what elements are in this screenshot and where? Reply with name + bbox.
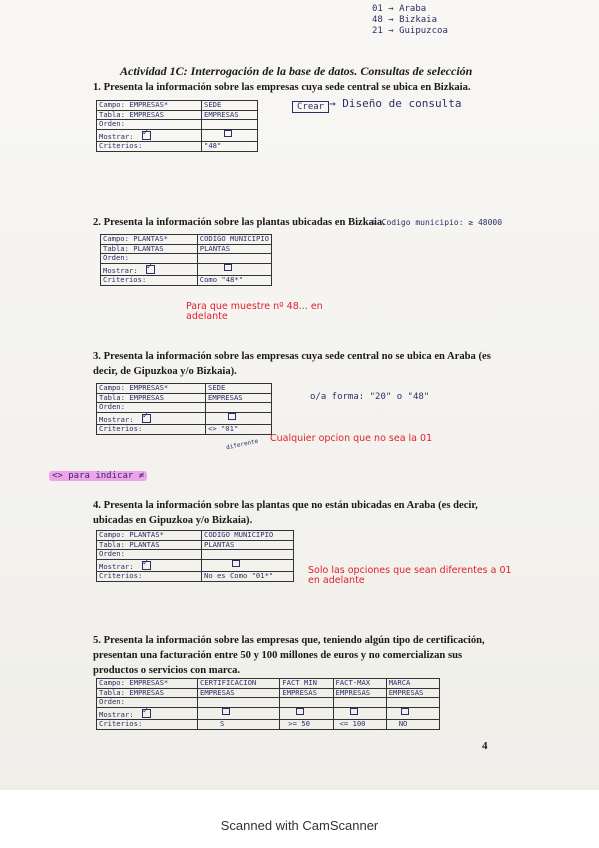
q3-c2-show: [206, 412, 272, 425]
q2-criteria: Criterios:: [101, 276, 198, 286]
q5-c3-table: EMPRESAS: [280, 688, 333, 698]
q3-c2-criteria: <> "01": [206, 425, 272, 435]
q1-c2-show: [202, 129, 258, 142]
note-bizkaia: 48 → Bizkaia: [372, 15, 438, 25]
checkbox-empty-icon: [224, 264, 232, 271]
note-araba: 01 → Araba: [372, 4, 427, 14]
q5-field: Campo: EMPRESAS*: [97, 679, 198, 689]
q4-show-row: [97, 559, 202, 572]
q3-c2-order: [206, 403, 272, 413]
checkbox-empty-icon: [224, 130, 232, 137]
q5-show-row: [97, 707, 198, 720]
q1-note: → Diseño de consulta: [329, 97, 462, 110]
q3-c2-field: SEDE: [206, 384, 272, 394]
q1-show-row: [97, 129, 202, 142]
q1-c2-order: [202, 120, 258, 130]
q5-c5-criteria: NO: [386, 720, 439, 730]
checkbox-empty-icon: [228, 413, 236, 420]
q5-c4-show: [333, 707, 386, 720]
checkbox-empty-icon: [232, 560, 240, 567]
q2-side-note: ↳ Codigo municipio: ≥ 48000: [372, 218, 503, 227]
q5-c3-order: [280, 698, 333, 708]
top-notes: [372, 4, 448, 37]
q3-criteria: Criterios:: [97, 425, 206, 435]
q5-c4-criteria: <= 100: [333, 720, 386, 730]
question-3-text: 3. Presenta la información sobre las empresas cuya sede central no se ubica en Araba (es decir, de Gipuzkoa y/o Bizkaia).: [93, 351, 491, 377]
checkbox-checked-icon: [146, 265, 155, 274]
q5-c2-criteria: S: [198, 720, 280, 730]
question-4-text: 4. Presenta la información sobre las plantas que no están ubicadas en Araba (es decir, ubicadas en Gipuzkoa y/o Bizkaia).: [93, 500, 478, 526]
q3-side-note: o/a forma: "20" o "48": [310, 392, 430, 402]
q4-c2-field: CODIGO MUNICIPIO: [202, 531, 294, 541]
margin-note-text: <> para indicar ≠: [49, 471, 147, 481]
q3-show: Mostrar:: [99, 414, 134, 424]
q2-order: Orden:: [101, 254, 198, 264]
question-1-text: 1. Presenta la información sobre las empresas cuya sede central se ubica en Bizkaia.: [93, 82, 471, 93]
q5-c4-table: EMPRESAS: [333, 688, 386, 698]
q1-criteria: Criterios:: [97, 142, 202, 152]
q5-c5-show: [386, 707, 439, 720]
q1-c2-field: SEDE: [202, 101, 258, 111]
q2-c2-order: [197, 254, 271, 264]
q5-c5-table: EMPRESAS: [386, 688, 439, 698]
checkbox-checked-icon: [142, 414, 151, 423]
margin-note: [49, 471, 147, 481]
scanner-watermark: Scanned with CamScanner: [220, 818, 379, 833]
q5-c5-order: [386, 698, 439, 708]
q2-c2-table: PLANTAS: [197, 244, 271, 254]
q4-field: Campo: PLANTAS*: [97, 531, 202, 541]
q2-red-note: Para que muestre nº 48... en adelante: [186, 301, 323, 322]
q5-c4-field: FACT-MAX: [333, 679, 386, 689]
q5-c3-show: [280, 707, 333, 720]
q5-c3-criteria: >= 50: [280, 720, 333, 730]
q5-c2-table: EMPRESAS: [198, 688, 280, 698]
q1-crear-box: Crear: [292, 101, 329, 113]
q5-criteria: Criterios:: [97, 720, 198, 730]
q3-small-note: diferente: [225, 437, 259, 452]
q1-c2-criteria: "48": [202, 142, 258, 152]
q4-c2-order: [202, 550, 294, 560]
question-2-text: 2. Presenta la información sobre las plantas ubicadas en Bizkaia.: [93, 217, 385, 228]
q4-c2-show: [202, 559, 294, 572]
q1-show: Mostrar:: [99, 131, 134, 141]
query-grid-1: [96, 100, 258, 152]
q5-c2-field: CERTIFICACION: [198, 679, 280, 689]
q1-c2-table: EMPRESAS: [202, 110, 258, 120]
page-number: 4: [482, 740, 488, 752]
q1-table: Tabla: EMPRESAS: [97, 110, 202, 120]
q4-c2-table: PLANTAS: [202, 540, 294, 550]
q5-c5-field: MARCA: [386, 679, 439, 689]
query-grid-4: [96, 530, 294, 582]
q3-c2-table: EMPRESAS: [206, 393, 272, 403]
note-guipuzcoa: 21 → Guipuzcoa: [372, 26, 448, 36]
q2-c2-criteria: Como "48*": [197, 276, 271, 286]
q3-order: Orden:: [97, 403, 206, 413]
checkbox-empty-icon: [350, 708, 358, 715]
query-grid-3: [96, 383, 272, 435]
q5-show: Mostrar:: [99, 709, 134, 719]
activity-title: Actividad 1C: Interrogación de la base de datos. Consultas de selección: [120, 64, 473, 78]
q5-c4-order: [333, 698, 386, 708]
q2-show: Mostrar:: [103, 265, 138, 275]
q1-field: Campo: EMPRESAS*: [97, 101, 202, 111]
q5-order: Orden:: [97, 698, 198, 708]
question-5-text: 5. Presenta la información sobre las empresas que, teniendo algún tipo de certificación, presentan una facturación entre 50 y 100 millones de euros y no comercializan sus productos o servicios con marca.: [93, 635, 485, 676]
checkbox-checked-icon: [142, 561, 151, 570]
q5-c2-order: [198, 698, 280, 708]
q3-red-note: Cualquier opcion que no sea la 01: [270, 433, 433, 444]
q5-c2-show: [198, 707, 280, 720]
checkbox-empty-icon: [296, 708, 304, 715]
q2-c2-field: CODIGO MUNICIPIO: [197, 235, 271, 245]
q2-c2-show: [197, 263, 271, 276]
q1-order: Orden:: [97, 120, 202, 130]
checkbox-empty-icon: [222, 708, 230, 715]
q2-show-row: [101, 263, 198, 276]
checkbox-empty-icon: [401, 708, 409, 715]
q4-show: Mostrar:: [99, 561, 134, 571]
q4-c2-criteria: No es Como "01*": [202, 572, 294, 582]
q3-table: Tabla: EMPRESAS: [97, 393, 206, 403]
q3-field: Campo: EMPRESAS*: [97, 384, 206, 394]
q3-show-row: [97, 412, 206, 425]
q2-field: Campo: PLANTAS*: [101, 235, 198, 245]
q4-red-note: Solo las opciones que sean diferentes a 01 en adelante: [308, 565, 512, 586]
q5-c3-field: FACT MIN: [280, 679, 333, 689]
q4-criteria: Criterios:: [97, 572, 202, 582]
checkbox-checked-icon: [142, 131, 151, 140]
q2-table: Tabla: PLANTAS: [101, 244, 198, 254]
query-grid-2: [100, 234, 272, 286]
q4-order: Orden:: [97, 550, 202, 560]
q4-table: Tabla: PLANTAS: [97, 540, 202, 550]
q5-table: Tabla: EMPRESAS: [97, 688, 198, 698]
checkbox-checked-icon: [142, 709, 151, 718]
query-grid-5: [96, 678, 440, 730]
